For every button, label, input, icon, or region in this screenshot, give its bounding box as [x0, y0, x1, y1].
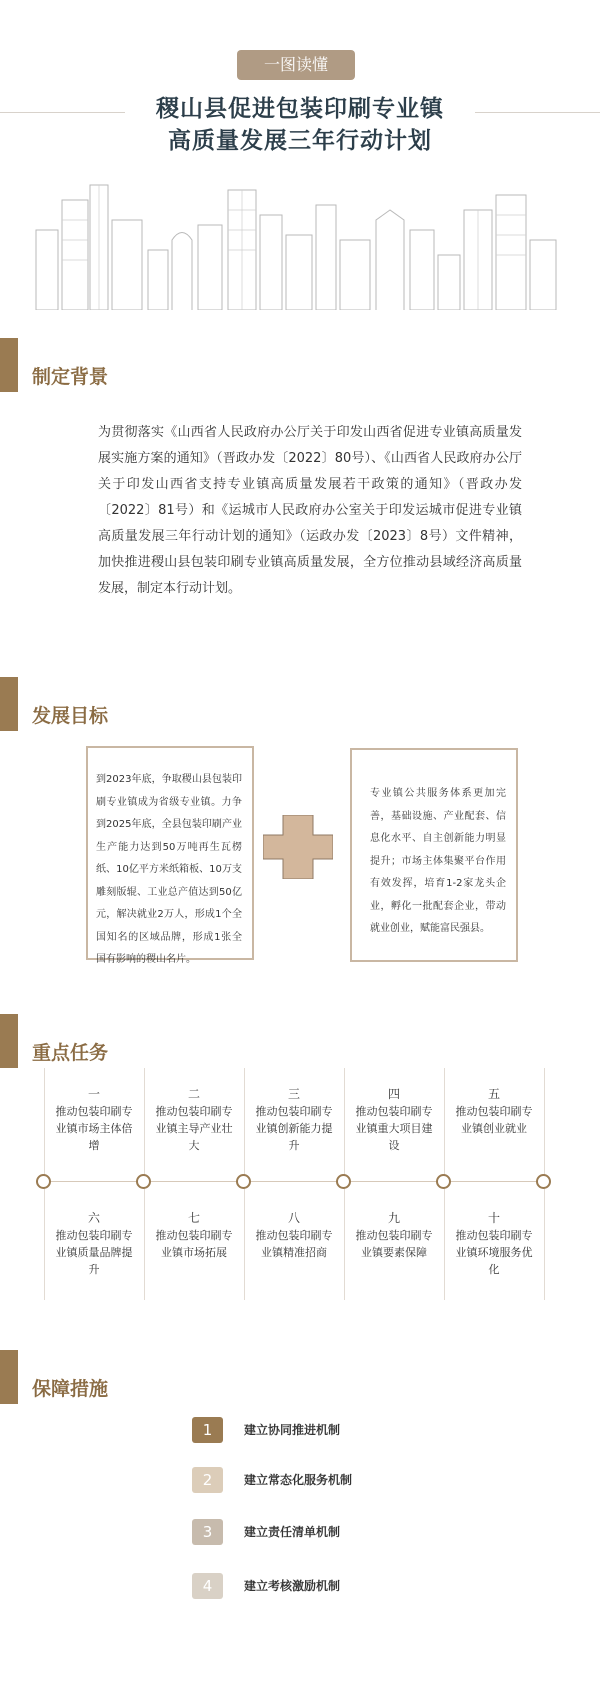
task-label: 推动包装印刷专业镇主导产业壮大: [155, 1105, 233, 1152]
section-title-measures: 保障措施: [32, 1378, 109, 1400]
timeline-node: [536, 1174, 551, 1189]
task-item: [244, 1210, 344, 1261]
task-number: 十: [487, 1211, 500, 1225]
timeline-node: [436, 1174, 451, 1189]
city-skyline-illustration: [30, 170, 570, 310]
goal-text-right: 专业镇公共服务体系更加完善，基础设施、产业配套、信息化水平、自主创新能力明显提升；市场主体集聚平台作用有效发挥，培育1-2家龙头企业，孵化一批配套企业，带动就业创业，赋能富民强县。: [370, 788, 506, 934]
measure-number-badge: 3: [192, 1519, 223, 1545]
header-badge: 一图读懂: [237, 50, 355, 80]
task-item: [144, 1210, 244, 1261]
task-item: [44, 1210, 144, 1278]
section-marker-measures: [0, 1350, 18, 1404]
measure-number-badge: 1: [192, 1417, 223, 1443]
task-number: 二: [187, 1087, 200, 1101]
task-label: 推动包装印刷专业镇要素保障: [355, 1229, 433, 1259]
task-item: [344, 1210, 444, 1261]
task-item: [444, 1210, 544, 1278]
goal-text-left: 到2023年底，争取稷山县包装印刷专业镇成为省级专业镇。力争到2025年底，全县包装印刷产业生产能力达到50万吨再生瓦楞纸、10亿平方米纸箱板、10万支雕刻版辊、工业总产值达到50亿元，解决就业2万人，形成1个全国知名的区域品牌，形成1张全国有影响的稷山名片。: [96, 774, 242, 965]
section-title-tasks: 重点任务: [32, 1042, 109, 1064]
measure-label: 建立常态化服务机制: [244, 1473, 353, 1487]
section-marker-background: [0, 338, 18, 392]
task-label: 推动包装印刷专业镇环境服务优化: [455, 1229, 533, 1276]
task-label: 推动包装印刷专业镇质量品牌提升: [55, 1229, 133, 1276]
timeline-node: [136, 1174, 151, 1189]
task-label: 推动包装印刷专业镇创新能力提升: [255, 1105, 333, 1152]
timeline-node: [336, 1174, 351, 1189]
background-paragraph: 为贯彻落实《山西省人民政府办公厅关于印发山西省促进专业镇高质量发展实施方案的通知》（晋政办发〔2022〕80号）、《山西省人民政府办公厅关于印发山西省支持专业镇高质量发展若干政策的通知》（晋政办发〔2022〕81号）和《运城市人民政府办公室关于印发运城市促进专业镇高质量发展三年行动计划的通知》（运政办发〔2023〕8号）文件精神，加快推进稷山县包装印刷专业镇高质量发展，全方位推动县域经济高质量发展，制定本行动计划。: [98, 425, 522, 596]
task-number: 一: [87, 1087, 100, 1101]
task-number: 六: [87, 1211, 100, 1225]
page-title-line1: 稷山县促进包装印刷专业镇: [156, 96, 444, 122]
task-item: [244, 1086, 344, 1154]
timeline-line: [44, 1181, 544, 1182]
section-title-background: 制定背景: [32, 366, 109, 388]
task-label: 推动包装印刷专业镇创业就业: [455, 1105, 533, 1135]
task-number: 九: [387, 1211, 400, 1225]
timeline-node: [236, 1174, 251, 1189]
plus-icon: [263, 815, 333, 879]
measure-number-badge: 4: [192, 1573, 223, 1599]
section-marker-goals: [0, 677, 18, 731]
task-item: [444, 1086, 544, 1137]
task-item: [344, 1086, 444, 1154]
task-divider: [544, 1068, 545, 1178]
task-item: [144, 1086, 244, 1154]
measure-label: 建立考核激励机制: [244, 1579, 341, 1593]
timeline-node: [36, 1174, 51, 1189]
section-marker-tasks: [0, 1014, 18, 1068]
task-number: 四: [387, 1087, 400, 1101]
task-number: 七: [187, 1211, 200, 1225]
task-label: 推动包装印刷专业镇精准招商: [255, 1229, 333, 1259]
task-label: 推动包装印刷专业镇市场拓展: [155, 1229, 233, 1259]
measure-number-badge: 2: [192, 1467, 223, 1493]
task-number: 三: [287, 1087, 300, 1101]
task-number: 八: [287, 1211, 300, 1225]
measure-label: 建立责任清单机制: [244, 1525, 341, 1539]
page-title-line2: 高质量发展三年行动计划: [168, 128, 432, 154]
task-number: 五: [487, 1087, 500, 1101]
task-divider: [544, 1186, 545, 1300]
section-title-goals: 发展目标: [32, 705, 109, 727]
measure-label: 建立协同推进机制: [244, 1423, 341, 1437]
task-item: [44, 1086, 144, 1154]
task-label: 推动包装印刷专业镇市场主体倍增: [55, 1105, 133, 1152]
task-label: 推动包装印刷专业镇重大项目建设: [355, 1105, 433, 1152]
